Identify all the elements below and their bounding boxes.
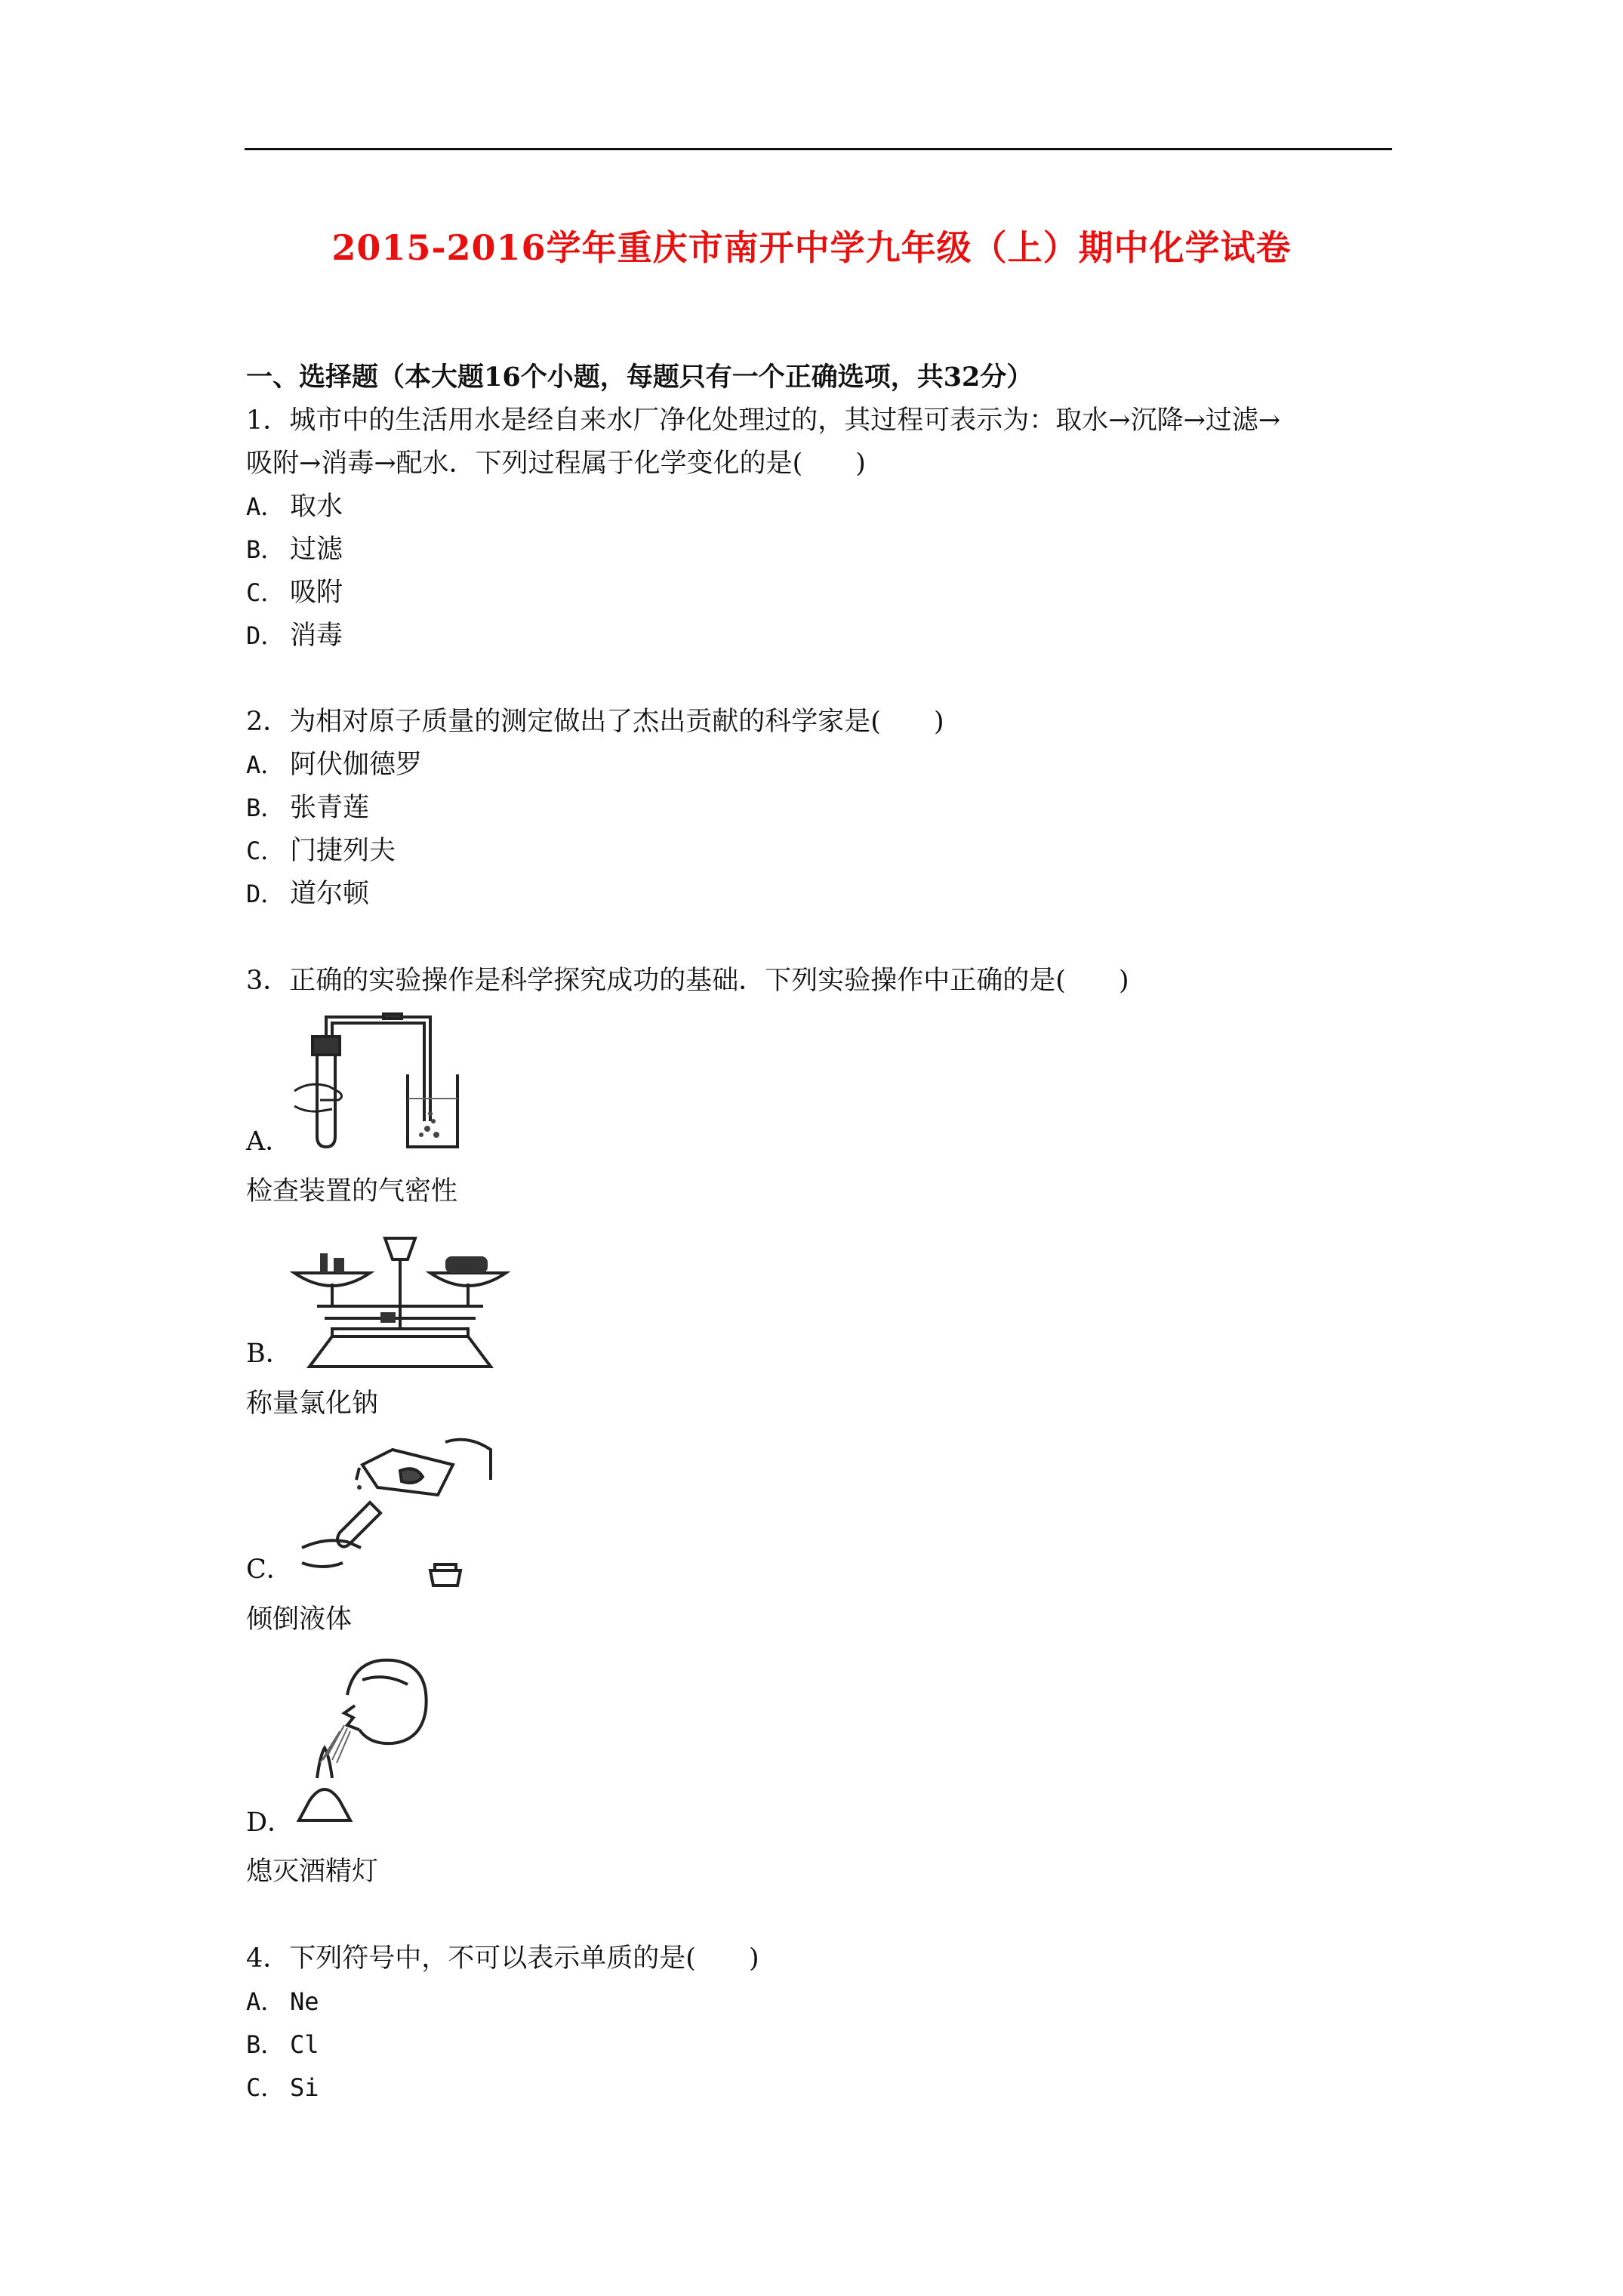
q3-option-a-letter: A． <box>246 1126 292 1157</box>
question-stem: 城市中的生活用水是经自来水厂净化处理过的，其过程可表示为：取水→沉降→过滤→ <box>289 405 1281 436</box>
question-stem: 为相对原子质量的测定做出了杰出贡献的科学家是( ) <box>289 707 944 737</box>
figure-alcohol-lamp <box>287 1650 438 1831</box>
q4-option-b: B． Cl <box>246 2030 319 2059</box>
question-number: 3． <box>246 966 290 996</box>
section-heading: 一、选择题（本大题16个小题，每题只有一个正确选项，共32分） <box>246 362 1033 393</box>
q2-option-a: A． 阿伏伽德罗 <box>246 750 423 780</box>
question-2-line-1 <box>246 709 944 735</box>
q3-option-d-caption: 熄灭酒精灯 <box>246 1857 379 1887</box>
question-4-line-1 <box>246 1943 759 1974</box>
question-number: 4． <box>246 1943 290 1974</box>
question-stem: 下列符号中，不可以表示单质的是( ) <box>289 1943 759 1974</box>
q1-option-a: A． 取水 <box>246 492 343 522</box>
figure-airtightness-check <box>287 1008 460 1151</box>
figure-pouring-liquid <box>287 1435 498 1589</box>
q3-option-a-caption: 检查装置的气密性 <box>246 1176 458 1207</box>
q3-option-d-letter: D． <box>246 1808 294 1838</box>
question-1-line-1 <box>246 405 1281 436</box>
q4-option-a: A． Ne <box>246 1987 319 2016</box>
q1-option-b: B． 过滤 <box>246 535 343 565</box>
q3-option-c-letter: C． <box>246 1555 293 1585</box>
q1-option-d: D． 消毒 <box>246 621 343 651</box>
header-rule <box>245 148 1392 150</box>
q1-option-c: C． 吸附 <box>246 578 343 608</box>
question-3-line-1 <box>246 968 1129 994</box>
q3-option-b-letter: B． <box>246 1339 292 1369</box>
q4-option-c: C． Si <box>246 2073 319 2102</box>
q2-option-d: D． 道尔顿 <box>246 879 370 909</box>
q3-option-b-caption: 称量氯化钠 <box>246 1388 379 1419</box>
document-title: 2015-2016学年重庆市南开中学九年级（上）期中化学试卷 <box>331 227 1292 268</box>
question-1-line-2: 吸附→消毒→配水．下列过程属于化学变化的是( ) <box>246 448 866 479</box>
q2-option-c: C． 门捷列夫 <box>246 836 396 866</box>
question-number: 2． <box>246 707 290 737</box>
figure-balance-weighing <box>287 1223 513 1370</box>
question-stem: 正确的实验操作是科学探究成功的基础．下列实验操作中正确的是( ) <box>289 966 1129 996</box>
question-number: 1． <box>246 405 290 436</box>
q2-option-b: B． 张青莲 <box>246 793 370 823</box>
q3-option-c-caption: 倾倒液体 <box>246 1604 353 1635</box>
